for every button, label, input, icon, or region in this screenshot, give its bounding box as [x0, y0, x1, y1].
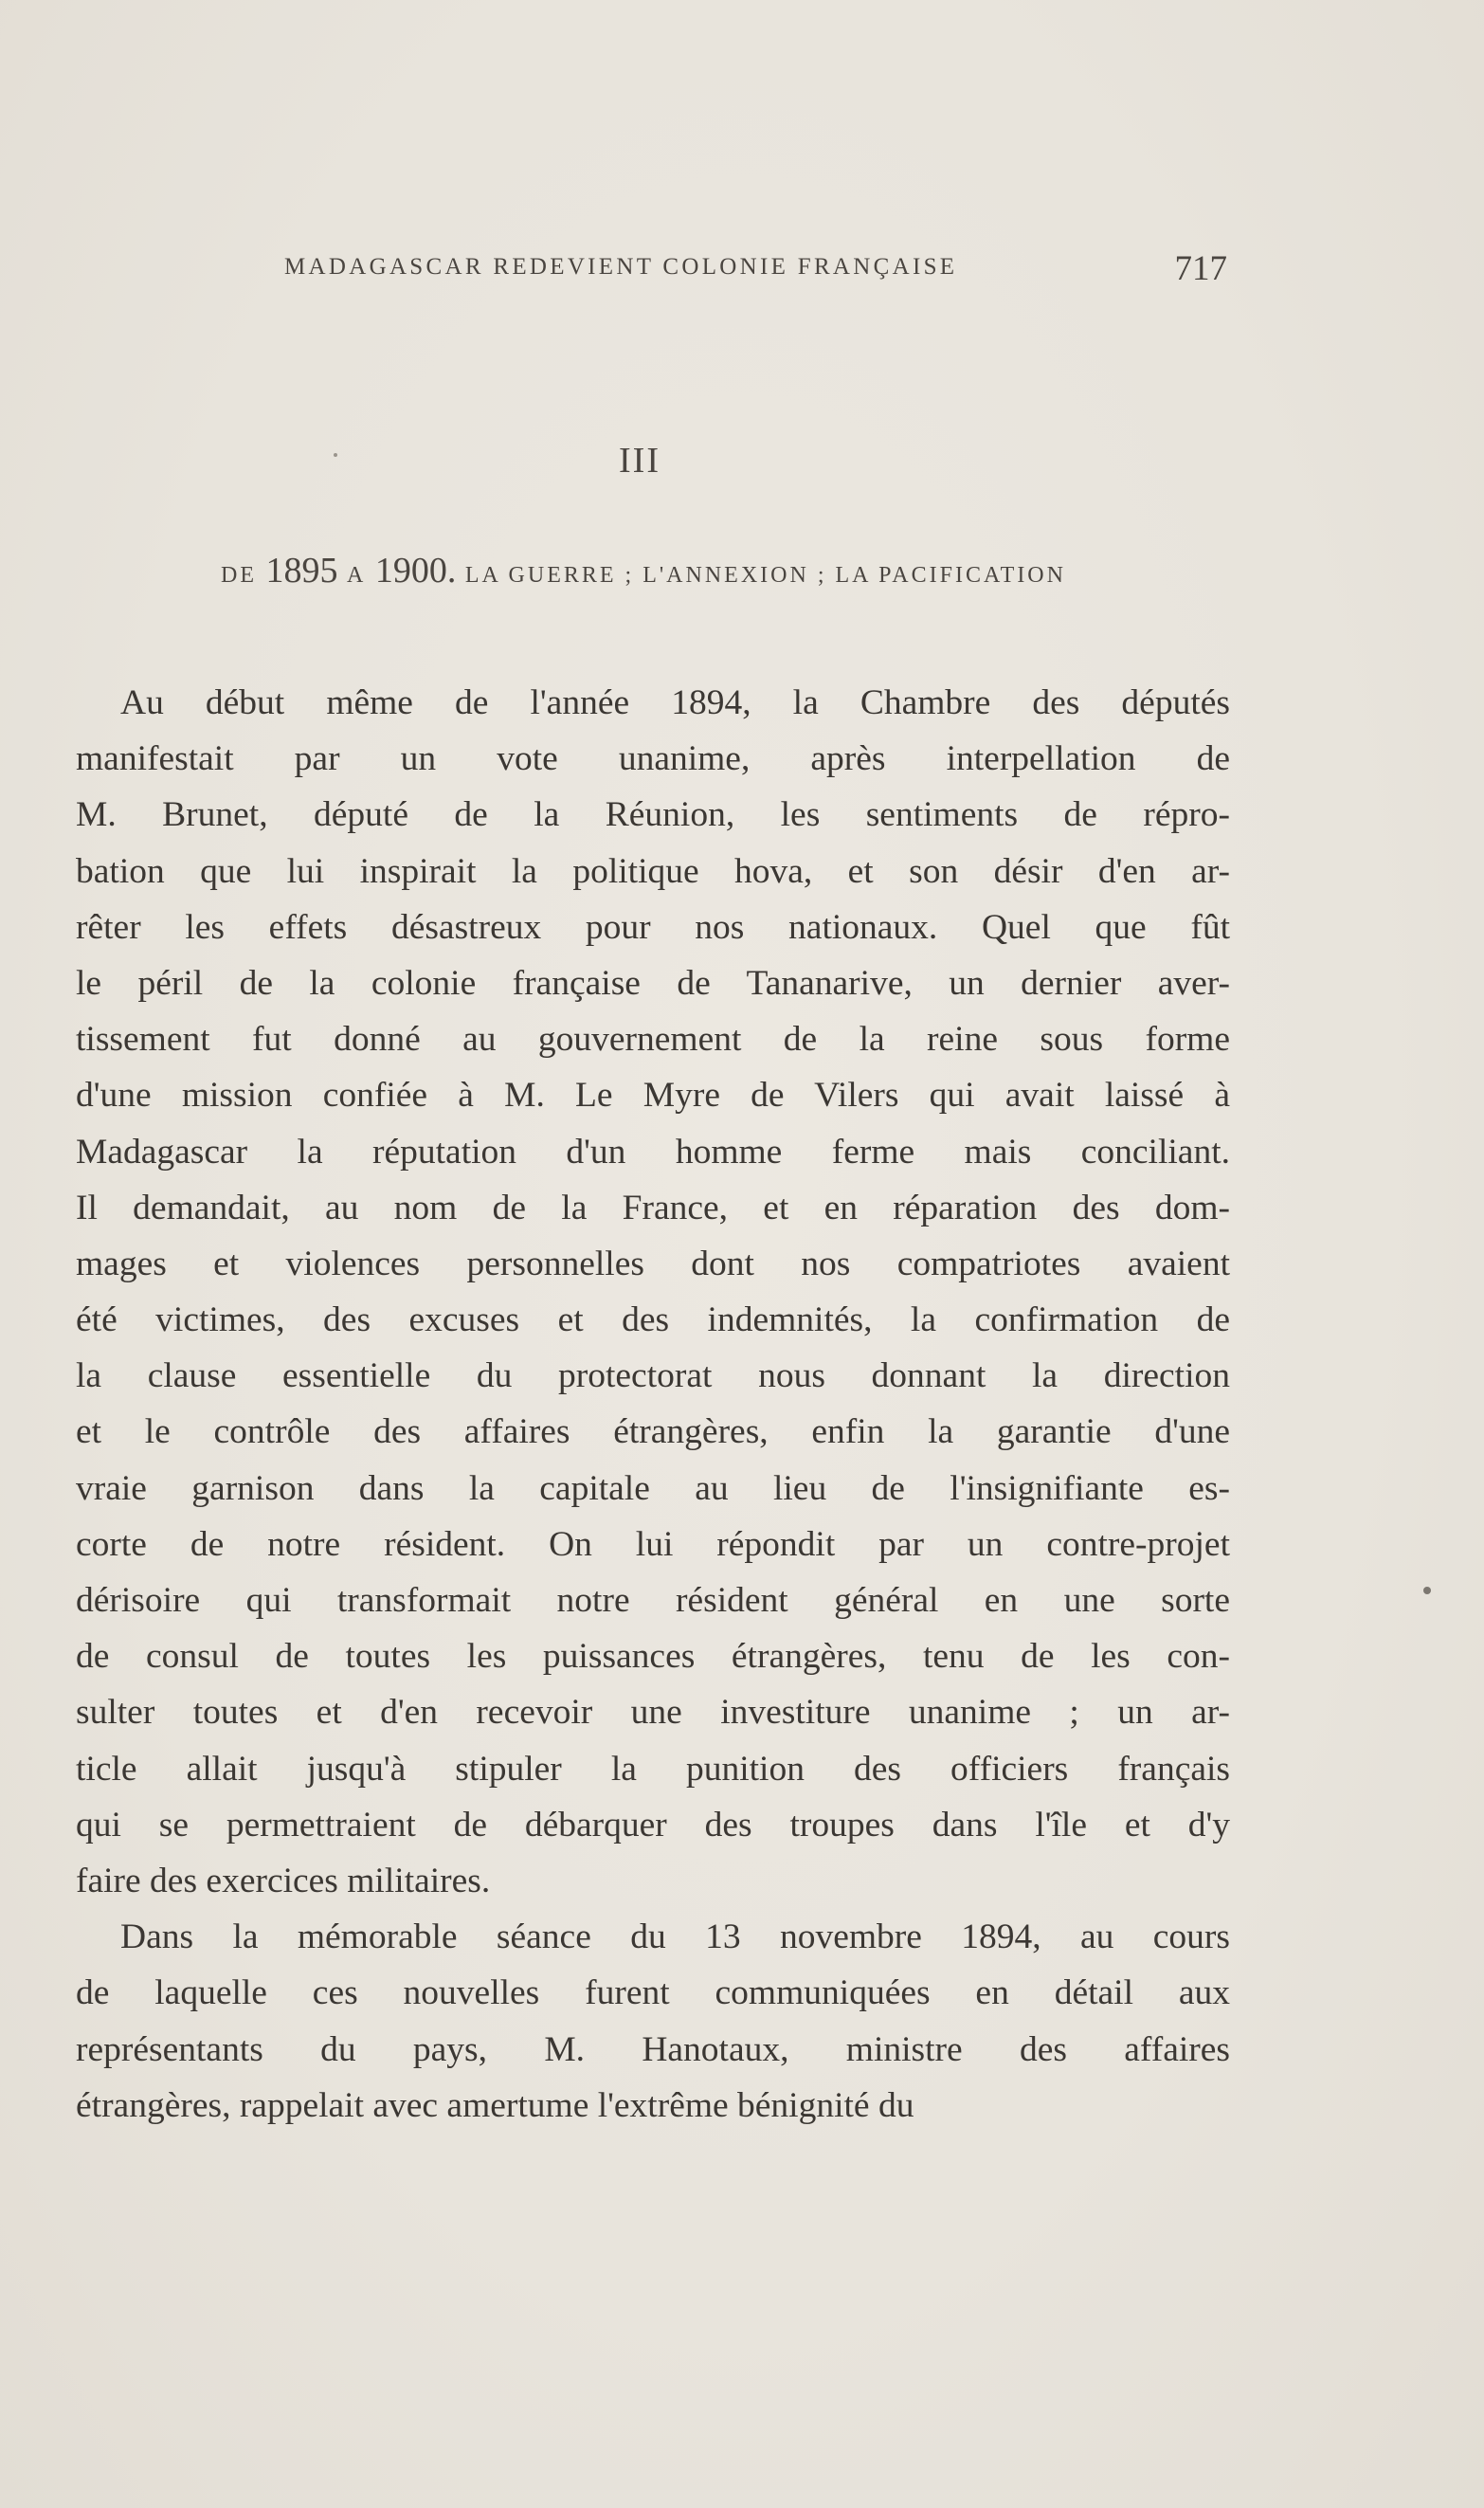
text-line: de laquelle ces nouvelles furent communiquées en détail aux: [76, 1973, 1230, 2013]
text-line: Madagascar la réputation d'un homme ferme mais conciliant.: [76, 1132, 1230, 1172]
paper-speck: [1423, 1587, 1431, 1594]
heading-rest: LA GUERRE ; L'ANNEXION ; LA PACIFICATION: [464, 563, 1066, 588]
heading-year-end: 1900.: [374, 551, 457, 591]
heading-year-start: 1895: [265, 551, 338, 591]
text-line: étrangères, rappelait avec amertume l'extrême bénignité du: [76, 2085, 914, 2125]
text-line: la clause essentielle du protectorat nous donnant la direction: [76, 1356, 1230, 1396]
text-line: sulter toutes et d'en recevoir une investiture unanime ; un ar-: [76, 1693, 1230, 1733]
text-line: représentants du pays, M. Hanotaux, ministre des affaires: [76, 2029, 1230, 2069]
running-head: [284, 248, 1227, 286]
text-line: mages et violences personnelles dont nos compatriotes avaient: [76, 1244, 1230, 1283]
section-number: III: [619, 441, 661, 481]
text-line: été victimes, des excuses et des indemnités, la confirmation de: [76, 1300, 1230, 1340]
page-number: 717: [1174, 249, 1227, 288]
text-line: tissement fut donné au gouvernement de la reine sous forme: [76, 1020, 1230, 1060]
heading-mid: A: [347, 563, 367, 588]
text-line: bation que lui inspirait la politique hova, et son désir d'en ar-: [76, 851, 1230, 891]
text-line: ticle allait jusqu'à stipuler la punition des officiers français: [76, 1749, 1230, 1789]
text-line: vraie garnison dans la capitale au lieu de l'insignifiante es-: [76, 1468, 1230, 1508]
heading-prefix: DE: [221, 563, 258, 588]
text-line: manifestait par un vote unanime, après interpellation de: [76, 739, 1230, 779]
text-line: le péril de la colonie française de Tananarive, un dernier aver-: [76, 963, 1230, 1003]
section-heading: [146, 550, 1141, 591]
text-line: corte de notre résident. On lui répondit par un contre-projet: [76, 1524, 1230, 1564]
text-line: dérisoire qui transformait notre résident général en une sorte: [76, 1581, 1230, 1620]
text-line: de consul de toutes les puissances étrangères, tenu de les con-: [76, 1637, 1230, 1677]
text-line: Il demandait, au nom de la France, et en réparation des dom-: [76, 1188, 1230, 1227]
text-line: d'une mission confiée à M. Le Myre de Vilers qui avait laissé à: [76, 1076, 1230, 1116]
text-line: M. Brunet, député de la Réunion, les sentiments de répro-: [76, 795, 1230, 835]
text-line: Au début même de l'année 1894, la Chambre des députés: [120, 683, 1230, 722]
text-line: faire des exercices militaires.: [76, 1861, 491, 1900]
text-line: rêter les effets désastreux pour nos nationaux. Quel que fût: [76, 907, 1230, 947]
text-line: et le contrôle des affaires étrangères, enfin la garantie d'une: [76, 1412, 1230, 1452]
text-line: qui se permettraient de débarquer des troupes dans l'île et d'y: [76, 1805, 1230, 1845]
running-title: MADAGASCAR REDEVIENT COLONIE FRANÇAISE: [284, 254, 958, 280]
text-line: Dans la mémorable séance du 13 novembre 1894, au cours: [120, 1917, 1230, 1957]
body-text: [76, 675, 1230, 2134]
